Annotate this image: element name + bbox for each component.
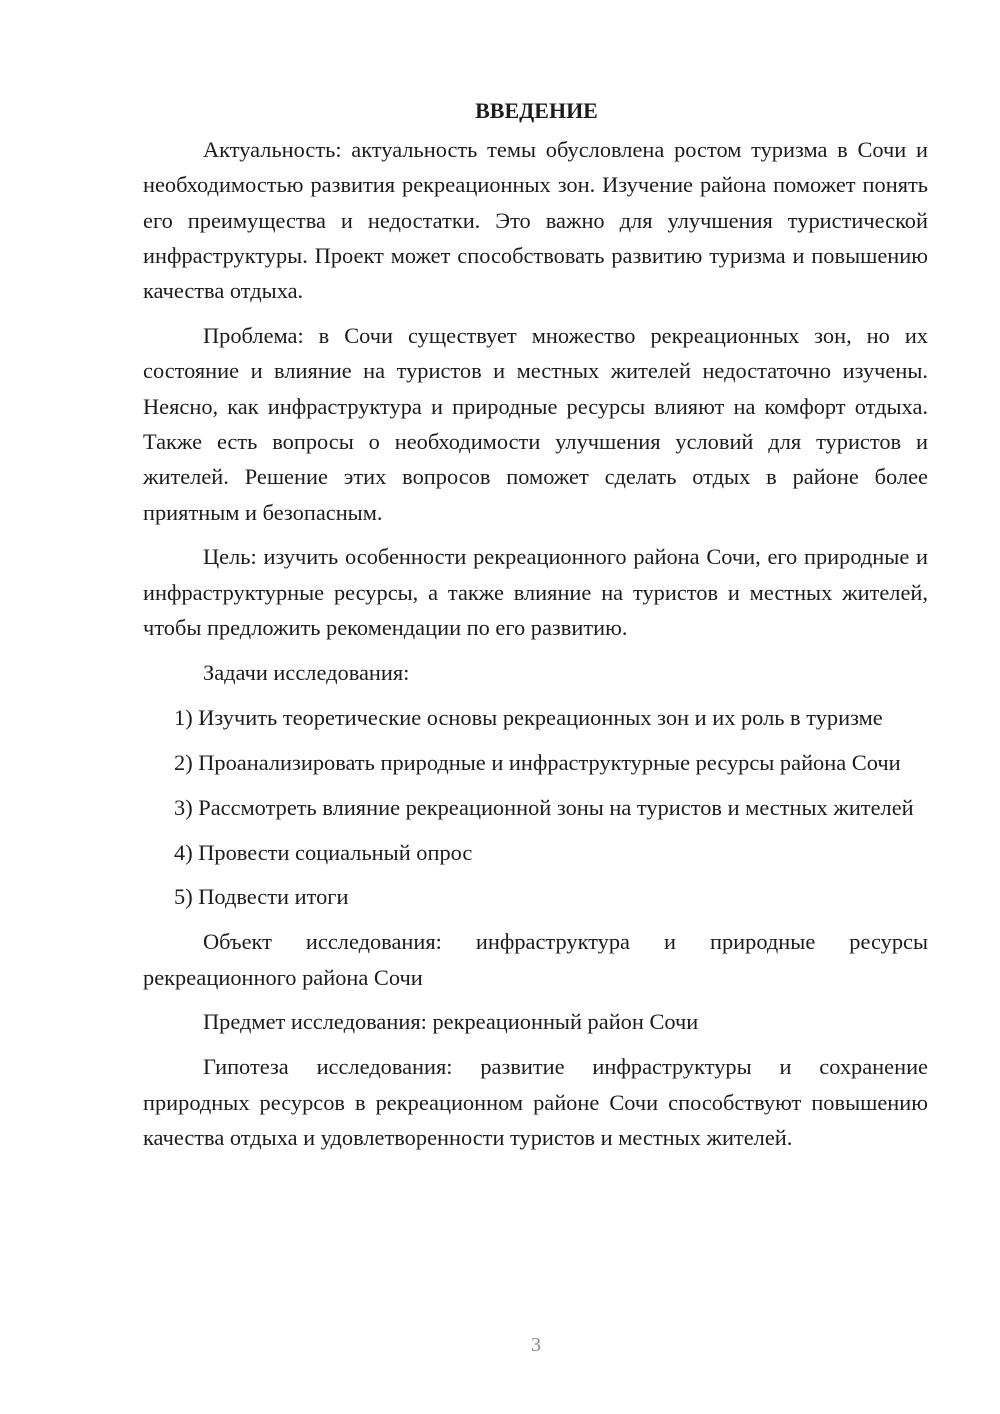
task-item-2: 2) Проанализировать природные и инфраструктурные ресурсы района Сочи xyxy=(174,749,901,775)
tasks-heading: Задачи исследования: xyxy=(203,659,410,685)
paragraph-hypothesis: Гипотеза исследования: развитие инфраструктуры и сохранение природных ресурсов в рекреационном районе Сочи способствуют повышению качества отдыха и удовлетворенности туристов и местных жителей. xyxy=(143,1054,928,1150)
paragraph-subject: Предмет исследования: рекреационный район Сочи xyxy=(203,1009,699,1035)
paragraph-object: Объект исследования: инфраструктура и природные ресурсы рекреационного района Сочи xyxy=(143,929,928,990)
paragraph-problem: Проблема: в Сочи существует множество рекреационных зон, но их состояние и влияние на туристов и местных жителей недостаточно изучены. Неясно, как инфраструктура и природные ресурсы влияют на комфорт отдыха. Также есть вопросы о необходимости улучшения условий для туристов и жителей. Решение этих вопросов поможет сделать отдых в районе более приятным и безопасным. xyxy=(143,323,928,525)
document-page xyxy=(143,96,928,1155)
task-item-5: 5) Подвести итоги xyxy=(174,884,349,910)
task-item-1: 1) Изучить теоретические основы рекреационных зон и их роль в туризме xyxy=(174,704,883,730)
paragraph-relevance: Актуальность: актуальность темы обусловлена ростом туризма в Сочи и необходимостью развития рекреационных зон. Изучение района поможет понять его преимущества и недостатки. Это важно для улучшения туристической инфраструктуры. Проект может способствовать развитию туризма и повышению качества отдыха. xyxy=(143,137,928,304)
task-item-4: 4) Провести социальный опрос xyxy=(174,839,473,865)
paragraph-goal: Цель: изучить особенности рекреационного района Сочи, его природные и инфраструктурные ресурсы, а также влияние на туристов и местных жителей, чтобы предложить рекомендации по его развитию. xyxy=(143,544,928,641)
page-title: ВВЕДЕНИЕ xyxy=(475,98,598,123)
task-item-3: 3) Рассмотреть влияние рекреационной зоны на туристов и местных жителей xyxy=(174,794,914,820)
page-number: 3 xyxy=(531,1334,541,1356)
